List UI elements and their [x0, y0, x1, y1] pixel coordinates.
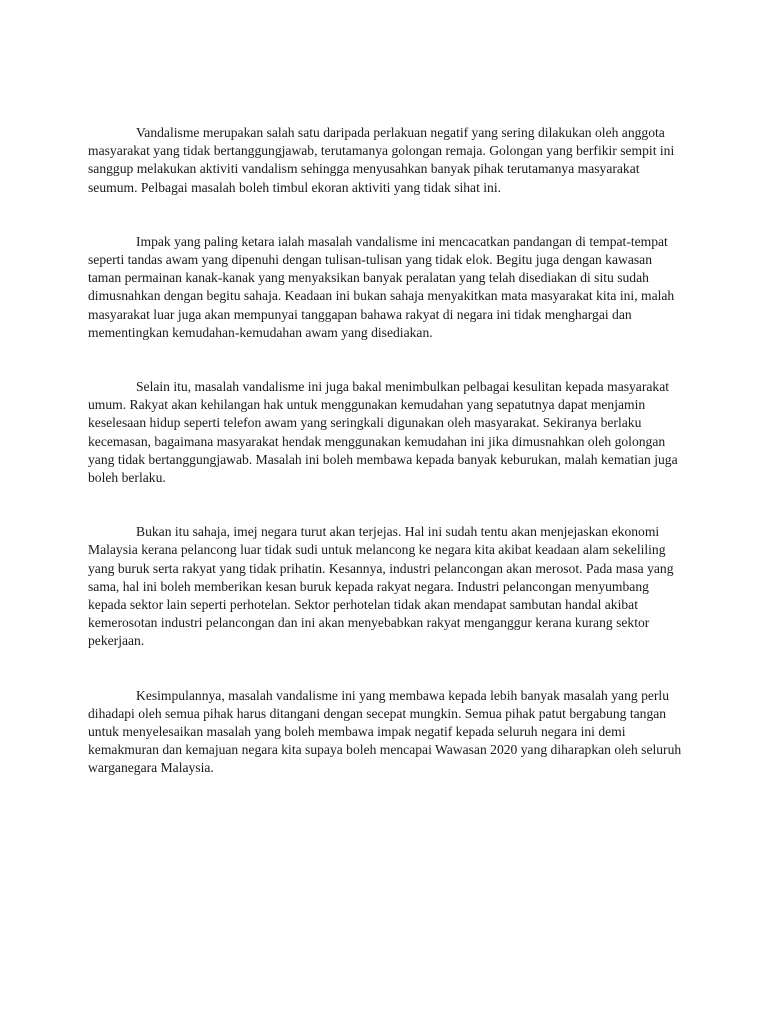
paragraph-conclusion: Kesimpulannya, masalah vandalisme ini yang membawa kepada lebih banyak masalah yang perlu dihadapi oleh semua pihak harus ditangani dengan secepat mungkin. Semua pihak patut bergabung tangan untuk menyelesaikan masalah yang boleh membawa impak negatif kepada seluruh negara ini demi kemakmuran dan kemajuan negara kita supaya boleh mencapai Wawasan 2020 yang diharapkan oleh seluruh warganegara Malaysia.: [88, 687, 682, 776]
paragraph-intro: Vandalisme merupakan salah satu daripada perlakuan negatif yang sering dilakukan oleh anggota masyarakat yang tidak bertanggungjawab, terutamanya golongan remaja. Golongan yang berfikir sempit ini sanggup melakukan aktiviti vandalism sehingga menyusahkan banyak pihak terutamanya masyarakat seumum. Pelbagai masalah boleh timbul ekoran aktiviti yang tidak sihat ini.: [88, 125, 675, 195]
paragraph-difficulties: Selain itu, masalah vandalisme ini juga bakal menimbulkan pelbagai kesulitan kepada masyarakat umum. Rakyat akan kehilangan hak untuk menggunakan kemudahan yang sepatutnya dapat menjamin keselesaan hidup seperti telefon awam yang seringkali digunakan oleh masyarakat. Sekiranya berlaku kecemasan, bagaimana masyarakat hendak menggunakan kemudahan ini jika dimusnahkan oleh golongan yang tidak bertanggungjawab. Masalah ini boleh membawa kepada banyak keburukan, malah kematian juga boleh berlaku.: [88, 379, 678, 486]
document-page: [88, 124, 684, 814]
paragraph-impact: Impak yang paling ketara ialah masalah vandalisme ini mencacatkan pandangan di tempat-tempat seperti tandas awam yang dipenuhi dengan tulisan-tulisan yang tidak elok. Begitu juga dengan kawasan taman permainan kanak-kanak yang menyaksikan banyak peralatan yang telah disediakan di situ sudah dimusnahkan dengan begitu sahaja. Keadaan ini bukan sahaja menyakitkan mata masyarakat kita ini, malah masyarakat luar juga akan mempunyai tanggapan bahawa rakyat di negara ini tidak menghargai dan mementingkan kemudahan-kemudahan awam yang disediakan.: [88, 233, 675, 340]
paragraph-national-image: Bukan itu sahaja, imej negara turut akan terjejas. Hal ini sudah tentu akan menjejaskan ekonomi Malaysia kerana pelancong luar tidak sudi untuk melancong ke negara kita akibat keadaan alam sekeliling yang buruk serta rakyat yang tidak prihatin. Kesannya, industri pelancongan akan merosot. Pada masa yang sama, hal ini boleh memberikan kesan buruk kepada rakyat negara. Industri pelancongan menyumbang kepada sektor lain seperti perhotelan. Sektor perhotelan tidak akan mendapat sambutan handal akibat kemerosotan industri pelancongan dan ini akan menyebabkan rakyat menganggur kerana kurang sektor pekerjaan.: [88, 524, 674, 649]
